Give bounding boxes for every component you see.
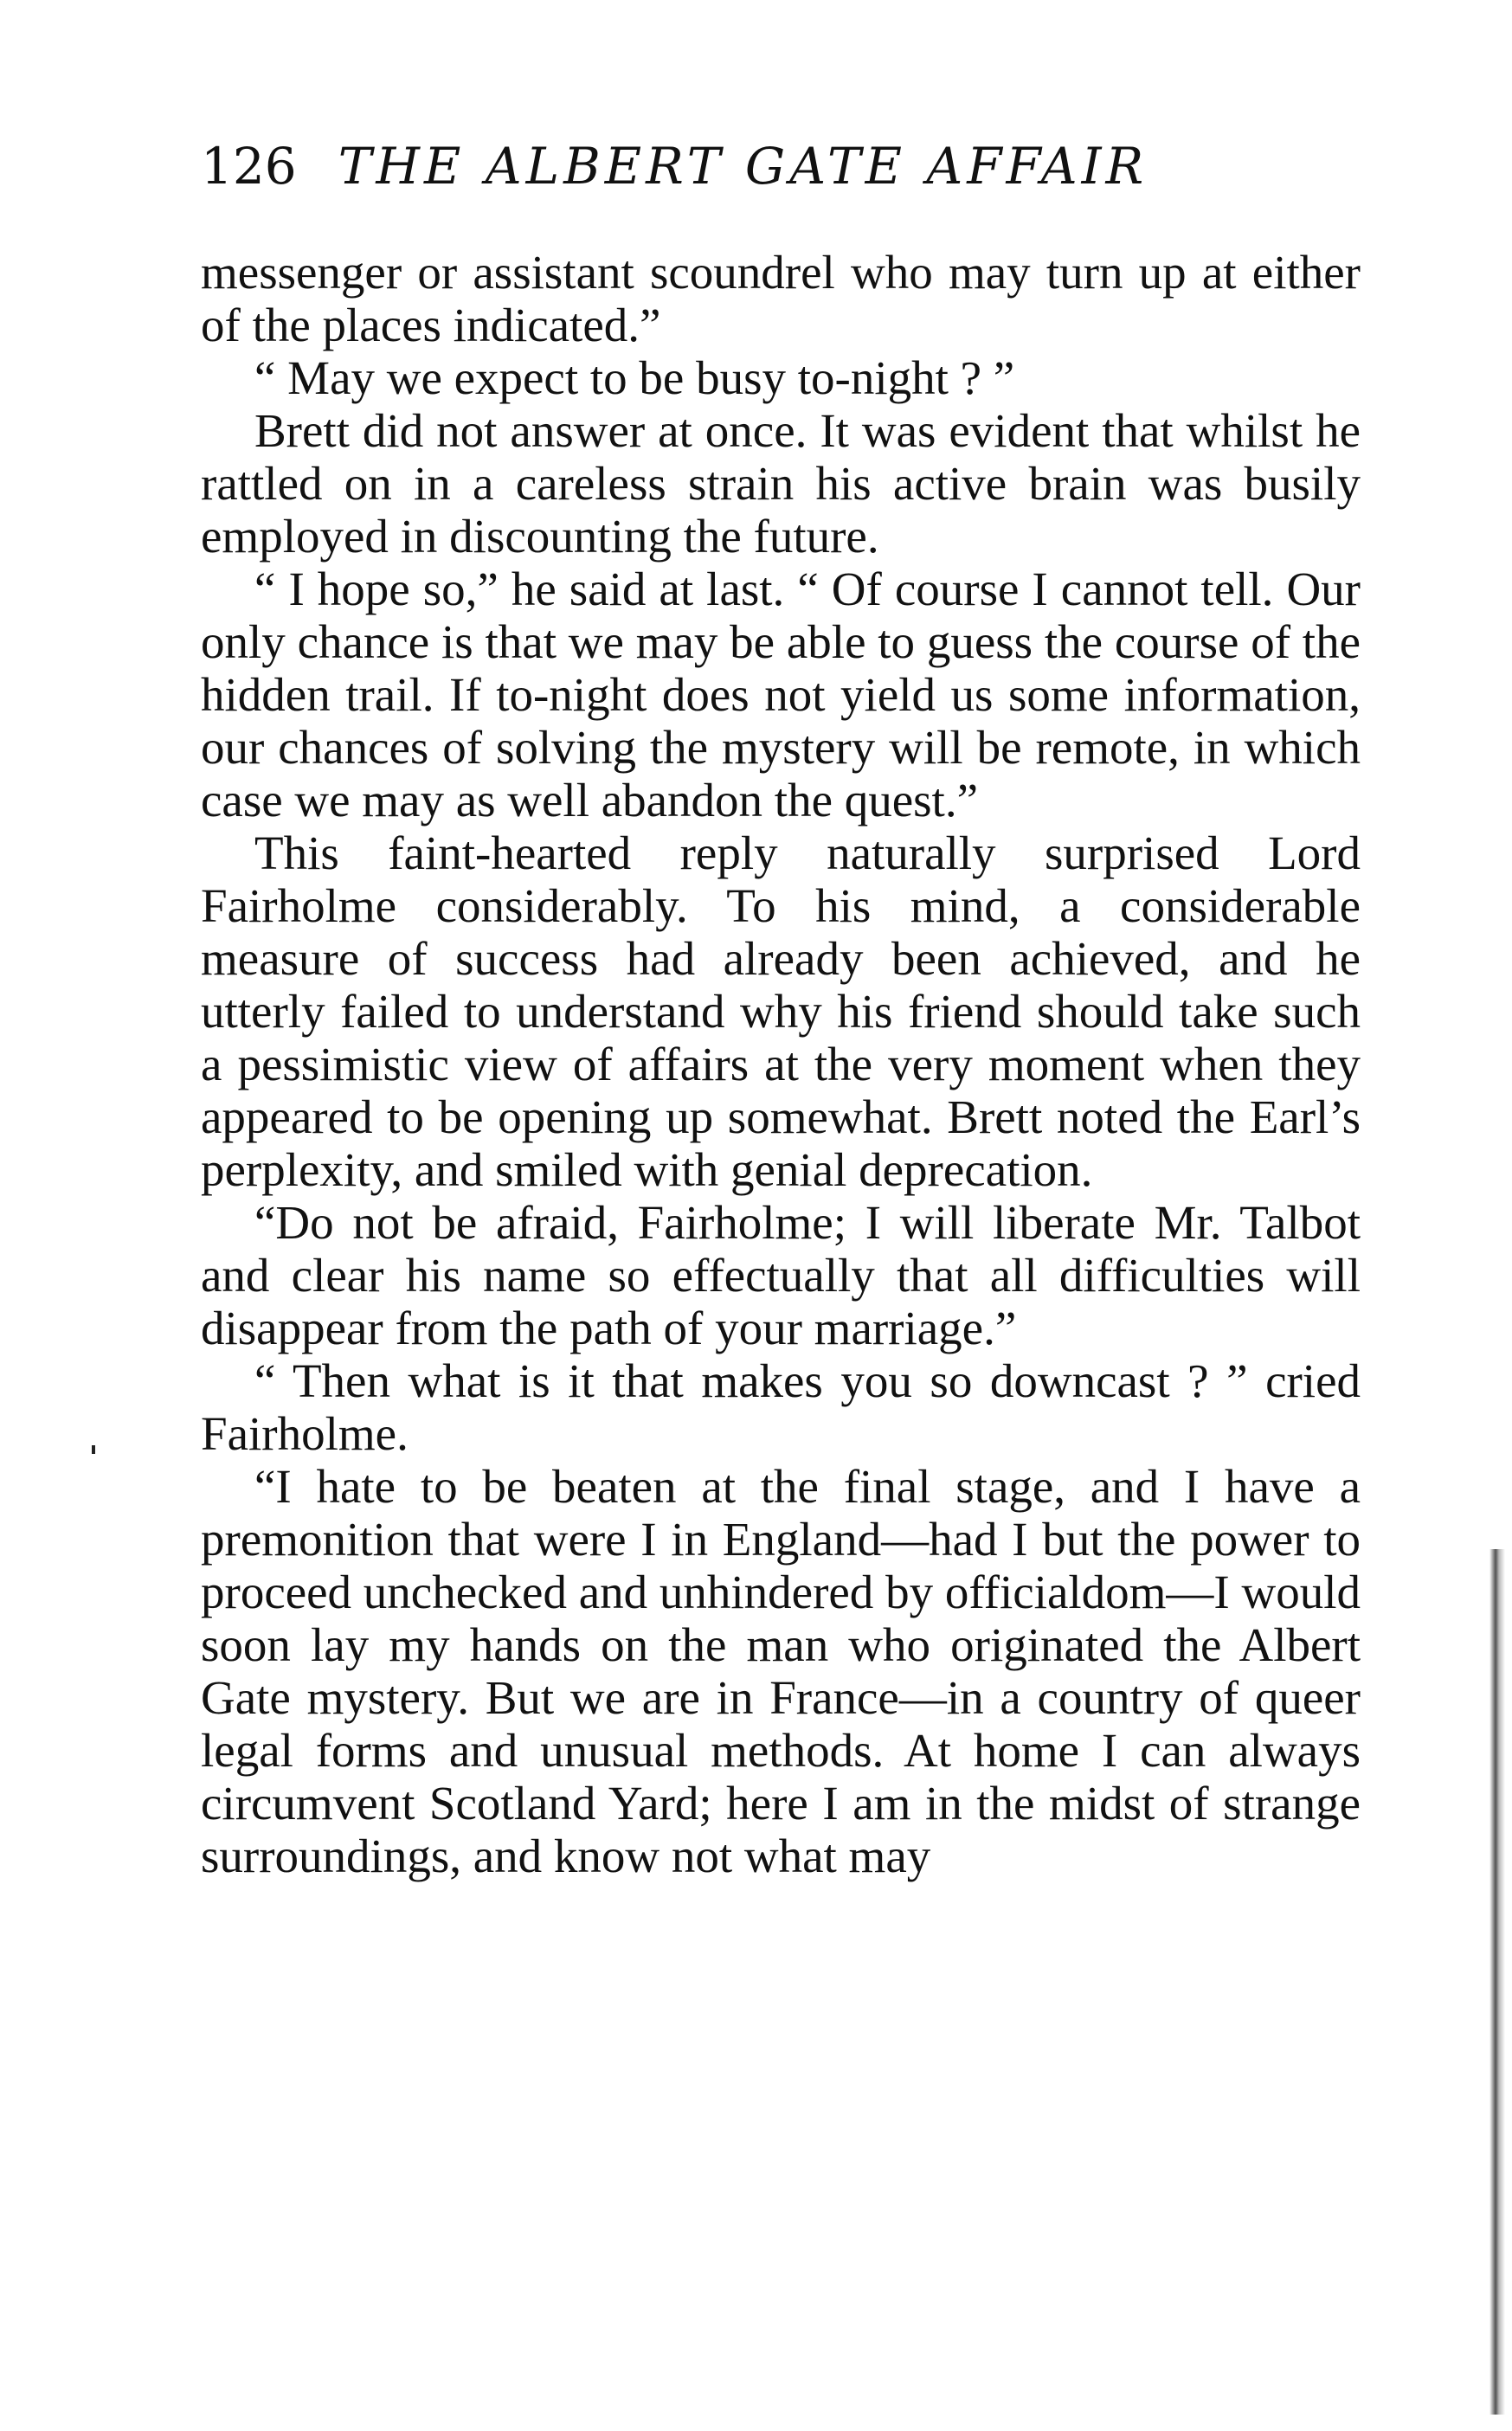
paragraph: messenger or assistant scoundrel who may turn up at either of the places indicated.” <box>201 246 1361 351</box>
scan-mark <box>92 1445 95 1454</box>
running-title: THE ALBERT GATE AFFAIR <box>338 137 1148 196</box>
paragraph: “ Then what is it that makes you so downcast ? ” cried Fairholme. <box>201 1354 1361 1460</box>
body-text <box>201 246 1361 1882</box>
paragraph: This faint-hearted reply naturally surprised Lord Fairholme considerably. To his mind, a considerable measure of success had already been achieved, and he utterly failed to understand why his friend should take such a pessimistic view of affairs at the very moment when they appeared to be opening up somewhat. Brett noted the Earl’s perplexity, and smiled with genial deprecation. <box>201 826 1361 1196</box>
paragraph: “Do not be afraid, Fairholme; I will liberate Mr. Talbot and clear his name so effectually that all difficulties will disappear from the path of your marriage.” <box>201 1196 1361 1354</box>
paragraph: Brett did not answer at once. It was evident that whilst he rattled on in a careless strain his active brain was busily employed in discounting the future. <box>201 404 1361 563</box>
paragraph: “I hate to be beaten at the final stage, and I have a premonition that were I in England—had I but the power to proceed unchecked and unhindered by officialdom—I would soon lay my hands on the man who originated the Albert Gate mystery. But we are in France—in a country of queer legal forms and unusual methods. At home I can always circumvent Scotland Yard; here I am in the midst of strange surroundings, and know not what may <box>201 1460 1361 1882</box>
page-edge-shadow <box>1489 1549 1505 2415</box>
page-number: 126 <box>201 137 297 196</box>
page-header <box>201 132 1361 201</box>
paragraph: “ May we expect to be busy to-night ? ” <box>254 351 1015 404</box>
paragraph: “ I hope so,” he said at last. “ Of course I cannot tell. Our only chance is that we may be able to guess the course of the hidden trail. If to-night does not yield us some information, our chances of solving the mystery will be remote, in which case we may as well abandon the quest.” <box>201 563 1361 826</box>
